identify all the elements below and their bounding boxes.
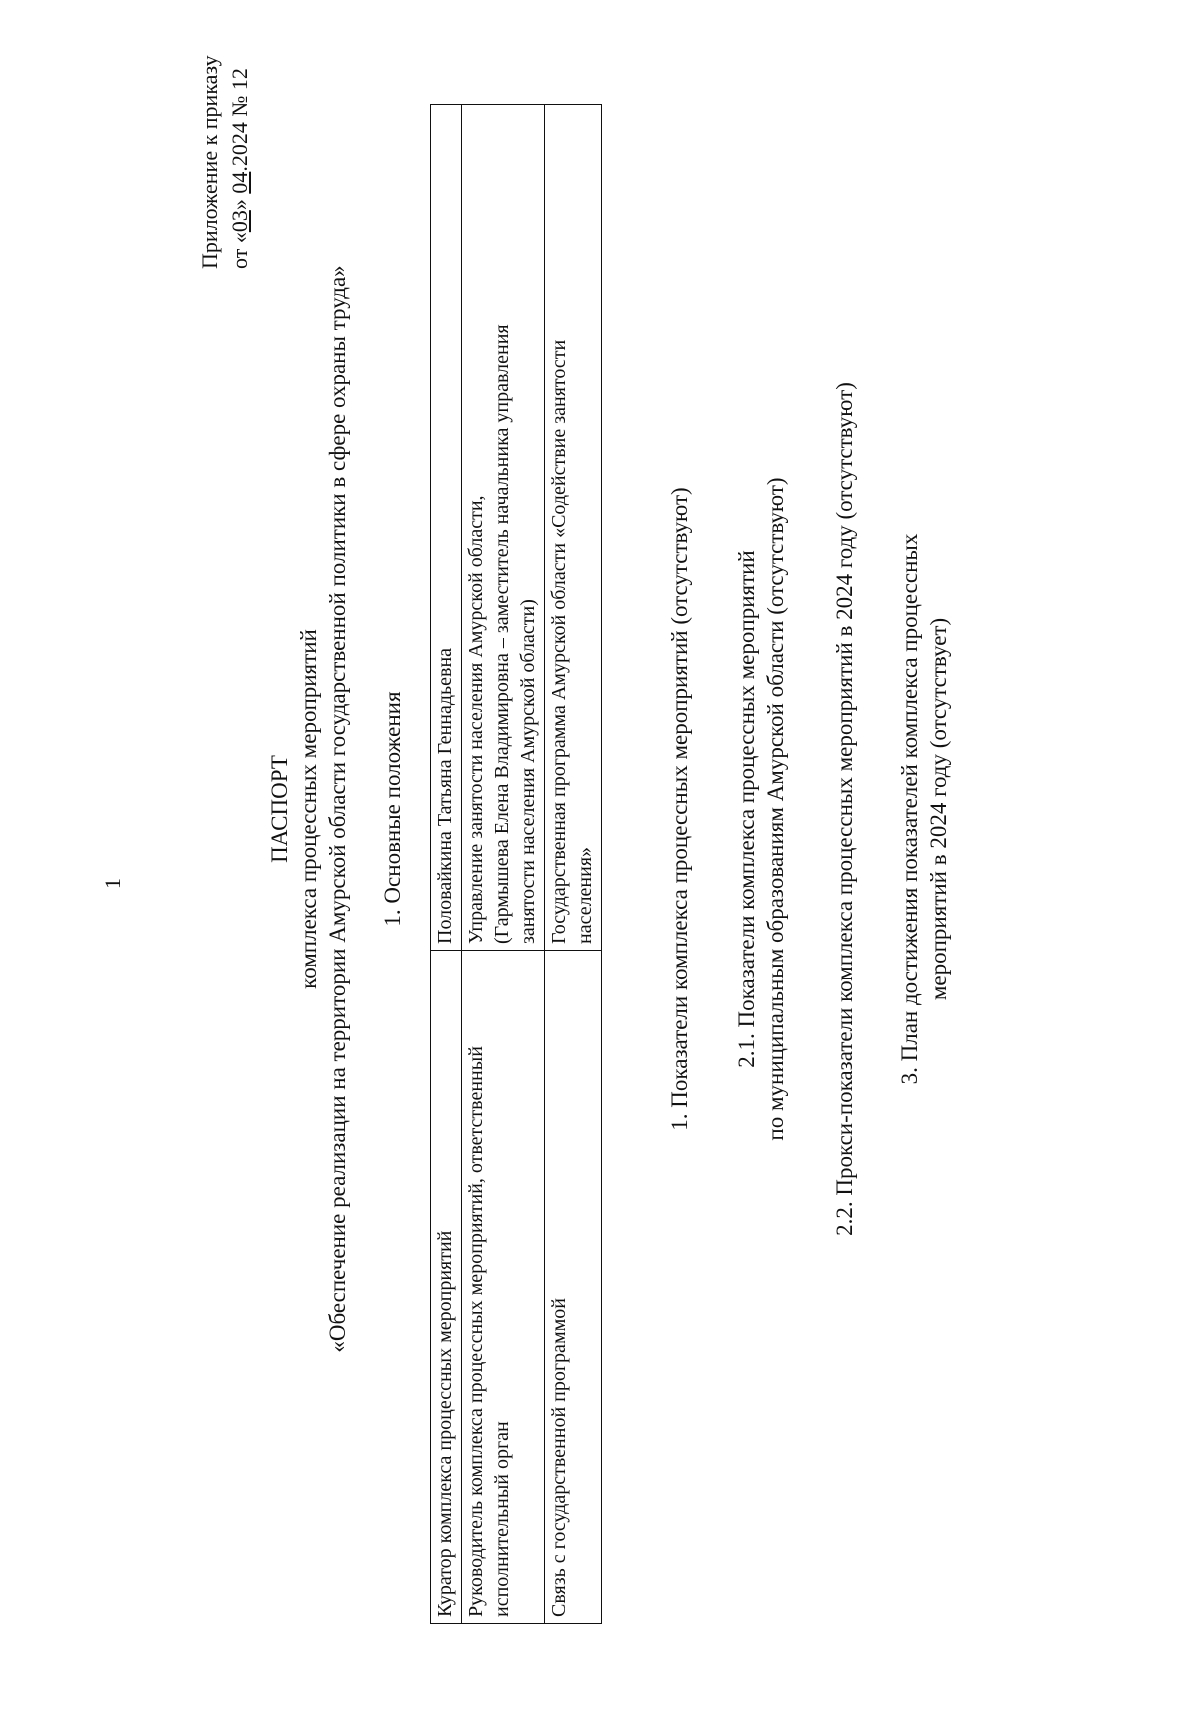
appendix-line2 [225,69,255,269]
table-row [431,105,462,1624]
cell-text: Управление занятости населения Амурской области, [465,495,487,944]
appendix-prefix: от « [227,232,252,269]
title-passport: ПАСПОРТ [267,755,292,863]
appendix-note [195,55,255,269]
cell-text: Руководитель комплекса процессных мероприятий, ответственный [465,1046,487,1617]
cell-text: исполнительный орган [491,1421,513,1617]
cell-text: занятости населения Амурской области) [517,599,539,944]
section-heading-basic-provisions: 1. Основные положения [380,691,405,927]
title-name: «Обеспечение реализации на территории Амурской области государственной политики в сфере охраны труда» [325,265,350,1353]
section-heading-municipal-indicators [732,209,790,1409]
heading-line: по муниципальным образованиям Амурской области (отсутствуют) [763,477,788,1141]
cell-text: населения» [574,846,596,944]
document-title [265,209,352,1409]
heading-line: 3. План достижения показателей комплекса процессных [897,533,922,1085]
table-cell-label [431,951,462,1624]
section-heading-plan [895,209,953,1409]
section-heading-indicators: 1. Показатели комплекса процессных мероприятий (отсутствуют) [667,487,692,1131]
table-row [462,105,545,1624]
cell-text: Куратор комплекса процессных мероприятий [434,1230,456,1617]
table-cell-value [545,105,602,951]
section-heading-proxy-indicators: 2.2. Прокси-показатели комплекса процессных мероприятий в 2024 году (отсутствуют) [832,382,857,1236]
table-row [545,105,602,1624]
title-subtitle: комплекса процессных мероприятий [296,629,321,989]
table-cell-value [462,105,545,951]
appendix-month: 04 [227,171,252,194]
appendix-day: 03 [227,210,252,233]
table-cell-label [462,951,545,1624]
table-cell-label [545,951,602,1624]
page-number: 1 [100,878,125,889]
cell-text: Государственная программа Амурской области «Содействие занятости [548,339,570,944]
cell-text: Половайкина Татьяна Геннадьевна [434,647,456,944]
passport-table [430,104,602,1624]
appendix-mid: » [227,193,252,211]
appendix-line1: Приложение к приказу [197,55,222,269]
table-cell-value [431,105,462,951]
cell-text: Связь с государственной программой [548,1298,570,1617]
heading-line: 2.1. Показатели комплекса процессных мероприятий [734,550,759,1068]
heading-line: мероприятий в 2024 году (отсутствует) [926,617,951,1001]
cell-text: (Гармышева Елена Владимировна – заместитель начальника управления [491,324,513,944]
appendix-suffix: .2024 № 12 [227,68,252,172]
